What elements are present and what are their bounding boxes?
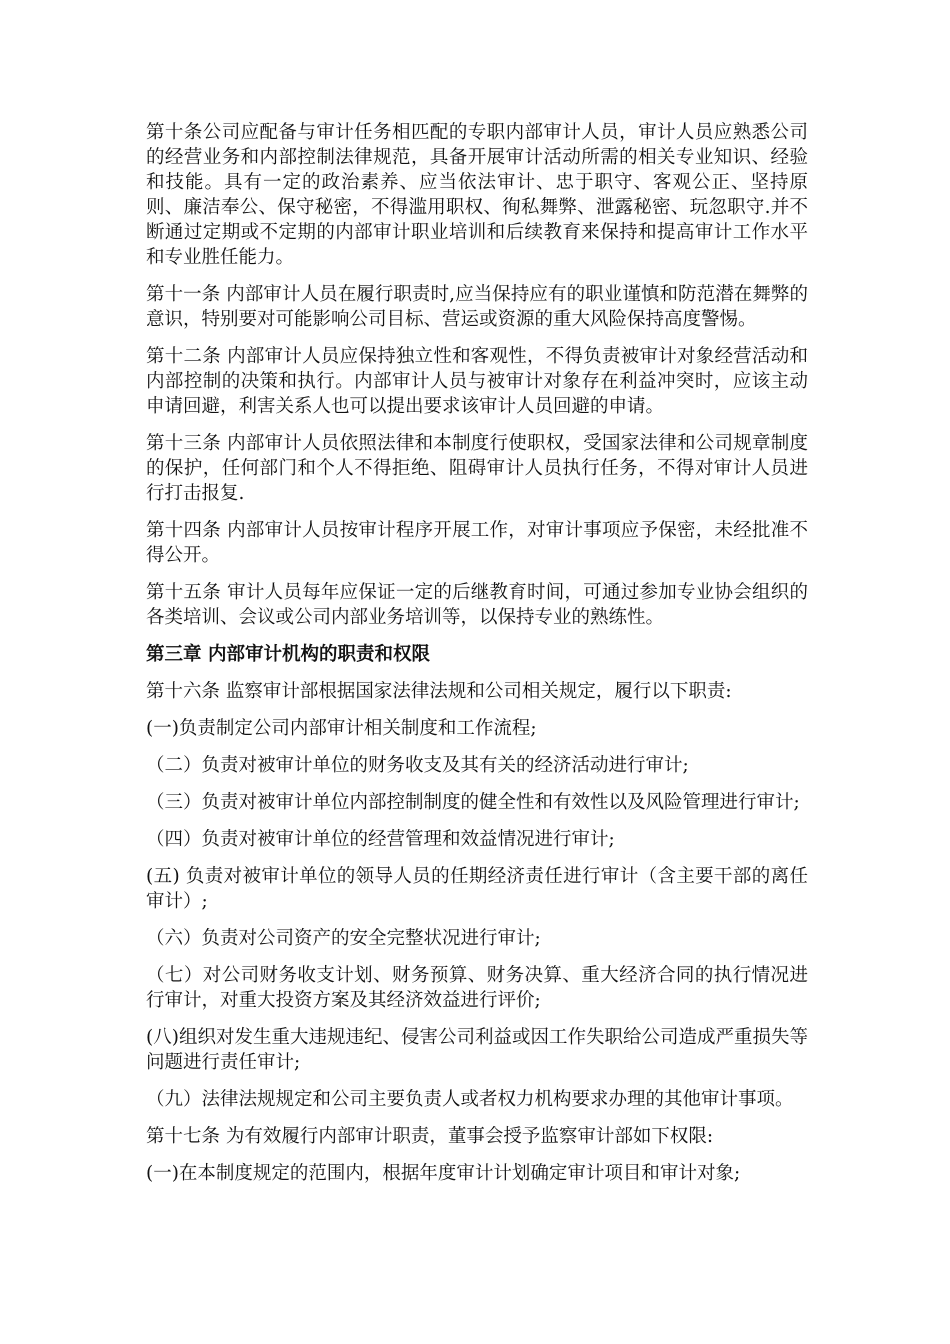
list-item-6: （六）负责对公司资产的安全完整状况进行审计; [146,928,541,949]
list-item-5: (五) 负责对被审计单位的领导人员的任期经济责任进行审计（含主要干部的离任审计）; [146,866,808,912]
article-16: 第十六条 监察审计部根据国家法律法规和公司相关规定，履行以下职责: [146,681,732,702]
list-item-9: （九）法律法规规定和公司主要负责人或者权力机构要求办理的其他审计事项。 [146,1089,794,1110]
article-15: 第十五条 审计人员每年应保证一定的后继教育时间，可通过参加专业协会组织的各类培训、会议或公司内部业务培训等，以保持专业的熟练性。 [146,582,808,628]
article-11: 第十一条 内部审计人员在履行职责时,应当保持应有的职业谨慎和防范潜在舞弊的意识，特别要对可能影响公司目标、营运或资源的重大风险保持高度警惕。 [146,284,808,330]
document-body [146,120,808,1198]
article-13: 第十三条 内部审计人员依照法律和本制度行使职权，受国家法律和公司规章制度的保护，任何部门和个人不得拒绝、阻碍审计人员执行任务，不得对审计人员进行打击报复. [146,433,808,504]
article-10: 第十条公司应配备与审计任务相匹配的专职内部审计人员，审计人员应熟悉公司的经营业务和内部控制法律规范，具备开展审计活动所需的相关专业知识、经验和技能。具有一定的政治素养、应当依法审计、忠于职守、客观公正、坚持原则、廉洁奉公、保守秘密，不得滥用职权、徇私舞弊、泄露秘密、玩忽职守.并不断通过定期或不定期的内部审计职业培训和后续教育来保持和提高审计工作水平和专业胜任能力。 [146,122,808,268]
article-14: 第十四条 内部审计人员按审计程序开展工作，对审计事项应予保密，未经批准不得公开。 [146,520,808,566]
list-item-8: (八)组织对发生重大违规违纪、侵害公司利益或因工作失职给公司造成严重损失等问题进行责任审计; [146,1027,808,1073]
list-item-2: （二）负责对被审计单位的财务收支及其有关的经济活动进行审计; [146,755,689,776]
power-item-1: (一)在本制度规定的范围内，根据年度审计计划确定审计项目和审计对象; [146,1163,741,1184]
article-12: 第十二条 内部审计人员应保持独立性和客观性，不得负责被审计对象经营活动和内部控制的决策和执行。内部审计人员与被审计对象存在利益冲突时，应该主动申请回避，利害关系人也可以提出要求该审计人员回避的申请。 [146,346,808,417]
chapter-heading: 第三章 内部审计机构的职责和权限 [146,644,430,665]
list-item-1: (一)负责制定公司内部审计相关制度和工作流程; [146,718,537,739]
list-item-3: （三）负责对被审计单位内部控制制度的健全性和有效性以及风险管理进行审计; [146,792,800,813]
list-item-4: （四）负责对被审计单位的经营管理和效益情况进行审计; [146,829,615,850]
list-item-7: （七）对公司财务收支计划、财务预算、财务决算、重大经济合同的执行情况进行审计，对重大投资方案及其经济效益进行评价; [146,965,808,1011]
article-17: 第十七条 为有效履行内部审计职责，董事会授予监察审计部如下权限: [146,1126,714,1147]
